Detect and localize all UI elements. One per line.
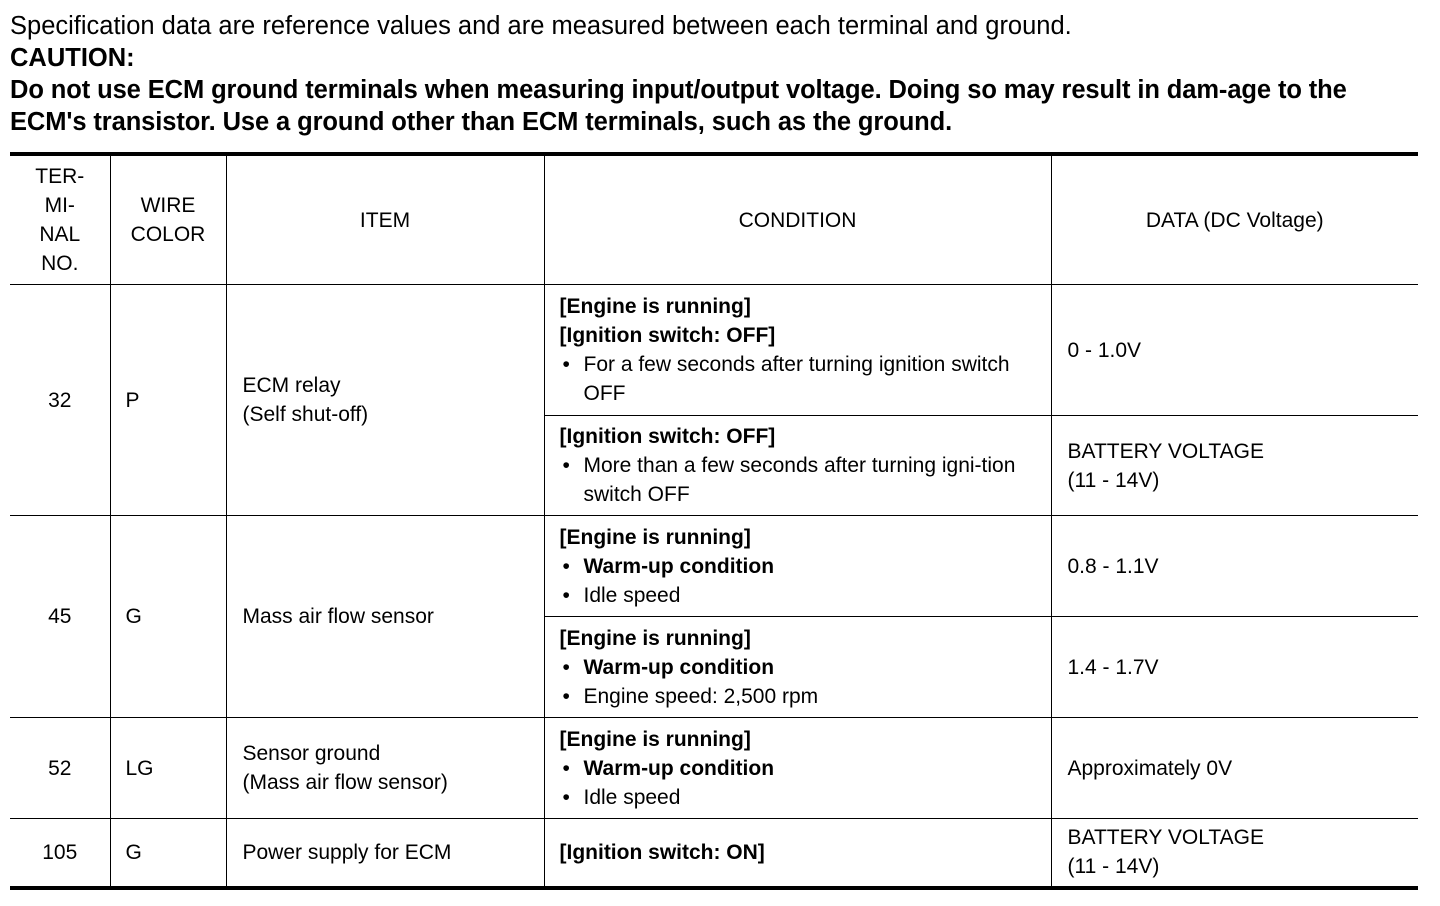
condition-bullet: • For a few seconds after turning ignition switch OFF (560, 350, 1041, 408)
header-condition: CONDITION (544, 154, 1051, 285)
data-cell: BATTERY VOLTAGE (11 - 14V) (1051, 819, 1418, 888)
condition-bullet: • Warm-up condition (560, 552, 1041, 581)
wire-color: G (110, 516, 226, 718)
condition-bullet: • More than a few seconds after turning igni-tion switch OFF (560, 451, 1041, 509)
condition-bullet: • Idle speed (560, 581, 1041, 610)
condition-bullet: • Warm-up condition (560, 653, 1041, 682)
item-cell: Sensor ground (Mass air flow sensor) (226, 718, 544, 819)
table-header-row (10, 154, 1418, 285)
header-wire-color: WIRE COLOR (110, 154, 226, 285)
data-cell: 0 - 1.0V (1051, 285, 1418, 416)
data-cell: 1.4 - 1.7V (1051, 617, 1418, 718)
data-cell: BATTERY VOLTAGE (11 - 14V) (1051, 416, 1418, 516)
table-row (10, 285, 1418, 416)
wire-color: G (110, 819, 226, 888)
condition-cell: [Engine is running] • Warm-up condition • Engine speed: 2,500 rpm (544, 617, 1051, 718)
condition-cell: [Engine is running] [Ignition switch: OFF] • For a few seconds after turning ignition switch OFF (544, 285, 1051, 416)
condition-bullet: • Idle speed (560, 783, 1041, 812)
header-data: DATA (DC Voltage) (1051, 154, 1418, 285)
table-row (10, 819, 1418, 888)
data-cell: Approximately 0V (1051, 718, 1418, 819)
item-cell: Mass air flow sensor (226, 516, 544, 718)
spec-note: Specification data are reference values and are measured between each terminal and ground. (10, 12, 1072, 40)
wire-color: P (110, 285, 226, 516)
condition-cell: [Ignition switch: OFF] • More than a few seconds after turning igni-tion switch OFF (544, 416, 1051, 516)
condition-cell: [Engine is running] • Warm-up condition • Idle speed (544, 718, 1051, 819)
ecm-terminal-table (10, 152, 1418, 890)
wire-color: LG (110, 718, 226, 819)
item-cell: Power supply for ECM (226, 819, 544, 888)
table-row (10, 516, 1418, 617)
condition-bullet: • Engine speed: 2,500 rpm (560, 682, 1041, 711)
terminal-number: 105 (10, 819, 110, 888)
header-terminal-no: TER- MI- NAL NO. (10, 154, 110, 285)
caution-text: Do not use ECM ground terminals when measuring input/output voltage. Doing so may result in dam-age to the ECM's transistor. Use a ground other than ECM terminals, such as the ground. (10, 76, 1347, 136)
condition-bullet: • Warm-up condition (560, 754, 1041, 783)
terminal-number: 45 (10, 516, 110, 718)
terminal-number: 32 (10, 285, 110, 516)
item-cell: ECM relay (Self shut-off) (226, 285, 544, 516)
condition-cell: [Engine is running] • Warm-up condition • Idle speed (544, 516, 1051, 617)
data-cell: 0.8 - 1.1V (1051, 516, 1418, 617)
intro-text (10, 10, 1420, 138)
condition-cell: [Ignition switch: ON] (544, 819, 1051, 888)
terminal-number: 52 (10, 718, 110, 819)
caution-heading: CAUTION: (10, 44, 135, 72)
table-row (10, 718, 1418, 819)
header-item: ITEM (226, 154, 544, 285)
